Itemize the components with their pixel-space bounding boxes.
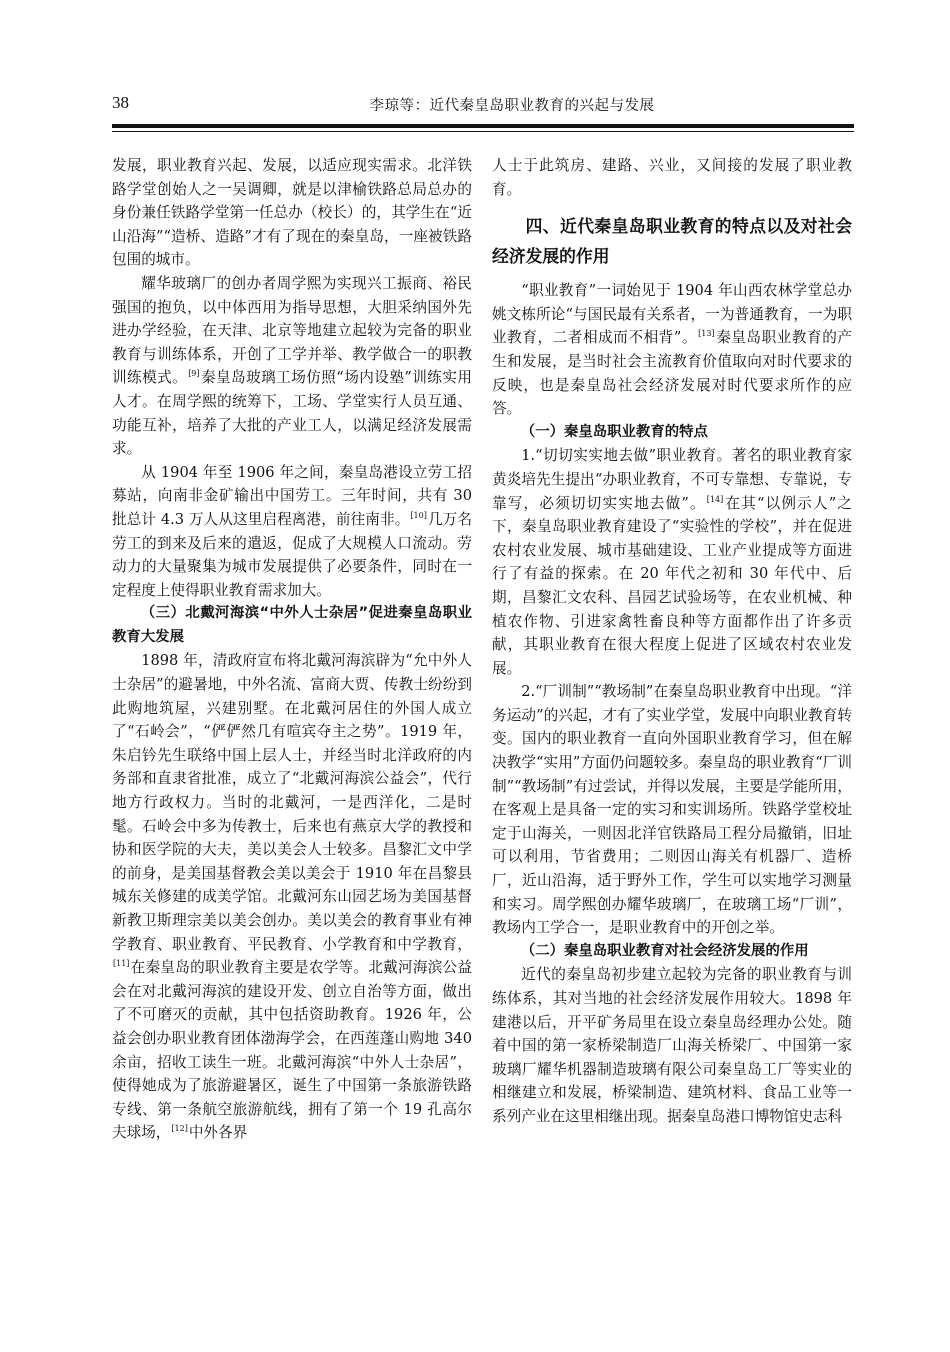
left-column — [112, 154, 472, 1145]
section-heading: （一）秦皇岛职业教育的特点 — [520, 423, 708, 440]
paragraph: 发展，职业教育兴起、发展，以适应现实需求。北洋铁路学堂创始人之一吴调卿，就是以津榆铁路总局总办的身份兼任铁路学堂第一任总办（校长）的，其学生在“近山沿海”“造桥、造路”才有了现在的秦皇岛，一座被铁路包围的城市。 — [112, 157, 472, 269]
paragraph: 2.“厂训制”“教场制”在秦皇岛职业教育中出现。“洋务运动”的兴起，才有了实业学堂，发展中向职业教育转变。国内的职业教育一直向外国职业教育学习，但在解决教学“实用”方面仍问题较多。秦皇岛的职业教育“厂训制”“教场制”有过尝试，并得以发展，主要是学能所用，在客观上是具备一定的实习和实训场所。铁路学堂校址定于山海关，一则因北洋官铁路局工程分局撤销，旧址可以利用，节省费用；二则因山海关有机器厂、造桥厂，近山沿海，适于野外工作，学生可以实地学习测量和实习。周学熙创办耀华玻璃厂，在玻璃工场“厂训”，教场内工学合一，是职业教育中的开创之举。 — [492, 683, 852, 937]
citation[interactable]: [10] — [410, 510, 427, 520]
paragraph: 1898 年，清政府宣布将北戴河海滨辟为“允中外人士杂居”的避暑地，中外名流、富商大贾、传教士纷纷到此购地筑屋，兴建别墅。在北戴河居住的外国人成立了“石岭会”，“俨俨然几有喧宾夺主之势”。1919 年，朱启钤先生联络中国上层人士，并经当时北洋政府的内务部和直隶省批准，成立了“北戴河海滨公益会”，代行地方行政权力。当时的北戴河，一是西洋化，二是时髦。石岭会中多为传教士，后来也有燕京大学的教授和协和医学院的大夫，美以美会人士较多。昌黎汇文中学的前身，是美国基督教会美以美会于 1910 年在昌黎县城东关修建的成美学馆。北戴河东山园艺场为美国基督新教卫斯理宗美以美会创办。美以美会的教育事业有神学教育、职业教育、平民教育、小学教育和中学教育，[11]在秦皇岛的职业教育主要是农学等。北戴河海滨公益会在对北戴河海滨的建设开发、创立自治等方面，做出了不可磨灭的贡献，其中包括资助教育。1926 年，公益会创办职业教育团体渤海学会，在西莲蓬山购地 340 余亩，招收工读生一班。北戴河海滨“中外人士杂居”，使得她成为了旅游避暑区，诞生了中国第一条旅游铁路专线、第一条航空旅游航线，拥有了第一个 19 孔高尔夫球场，[12]中外各界 — [112, 652, 472, 1142]
paragraph: 耀华玻璃厂的创办者周学熙为实现兴工振商、裕民强国的抱负，以中体西用为指导思想，大胆采纳国外先进办学经验，在天津、北京等地建立起较为完备的职业教育与训练体系，开创了工学并举、教学做合一的职教训练模式。[9]秦皇岛玻璃工场仿照“场内设塾”训练实用人才。在周学熙的统筹下，工场、学堂实行人员互通、功能互补，培养了大批的产业工人，以满足经济发展需求。 — [112, 274, 472, 458]
page-number: 38 — [112, 93, 129, 112]
paragraph: 人士于此筑房、建路、兴业，又间接的发展了职业教育。 — [492, 157, 852, 198]
paragraph: “职业教育”一词始见于 1904 年山西农林学堂总办姚文栋所论“与国民最有关系者，一为普通教育，一为职业教育，二者相成而不相背”。[13]秦皇岛职业教育的产生和发展，是当时社会主流教育价值取向对时代要求的反映，也是秦皇岛社会经济发展对时代要求所作的应答。 — [492, 282, 852, 418]
paragraph: 从 1904 年至 1906 年之间，秦皇岛港设立劳工招募站，向南非金矿输出中国劳工。三年时间，共有 30 批总计 4.3 万人从这里启程离港，前往南非。[10]几万名劳工的到来及后来的遣返，促成了大规模人口流动。劳动力的大量聚集为城市发展提供了必要条件，同时在一定程度上使得职业教育需求加大。 — [112, 463, 472, 599]
header-rule-thin — [112, 131, 854, 132]
chapter-heading: 四、近代秦皇岛职业教育的特点以及对社会经济发展的作用 — [492, 216, 852, 267]
paragraph: 近代的秦皇岛初步建立起较为完备的职业教育与训练体系，其对当地的社会经济发展作用较大。1898 年建港以后，开平矿务局里在设立秦皇岛经理办公处。随着中国的第一家桥梁制造厂山海关桥梁厂、中国第一家玻璃厂耀华机器制造玻璃有限公司秦皇岛工厂等实业的相继建立和发展，桥梁制造、建筑材料、食品工业等一系列产业在这里相继出现。据秦皇岛港口博物馆史志科 — [492, 966, 852, 1125]
citation[interactable]: [11] — [113, 959, 130, 969]
page-header — [112, 93, 854, 119]
section-heading: （三）北戴河海滨“中外人士杂居”促进秦皇岛职业教育大发展 — [112, 605, 472, 645]
citation[interactable]: [9] — [188, 369, 200, 379]
section-heading: （二）秦皇岛职业教育对社会经济发展的作用 — [520, 942, 809, 959]
running-title: 李琼等：近代秦皇岛职业教育的兴起与发展 — [369, 98, 655, 114]
citation[interactable]: [13] — [698, 329, 715, 339]
header-rule-thick — [112, 124, 854, 128]
citation[interactable]: [14] — [706, 494, 724, 504]
citation[interactable]: [12] — [171, 1124, 188, 1134]
paragraph: 1.“切切实实地去做”职业教育。著名的职业教育家黄炎培先生提出“办职业教育，不可专靠想、专靠说，专靠写，必须切切实实地去做”。[14]在其“以例示人”之下，秦皇岛职业教育建设了“实验性的学校”，并在促进农村农业发展、城市基础建设、工业产业提成等方面进行了有益的探索。在 20 年代之初和 30 年代中、后期，昌黎汇文农科、昌园艺试验场等，在农业机械、种植农作物、引进家禽牲畜良种等方面都作出了许多贡献，其职业教育在很大程度上促进了区域农村农业发展。 — [492, 447, 852, 677]
right-column — [492, 154, 852, 1129]
